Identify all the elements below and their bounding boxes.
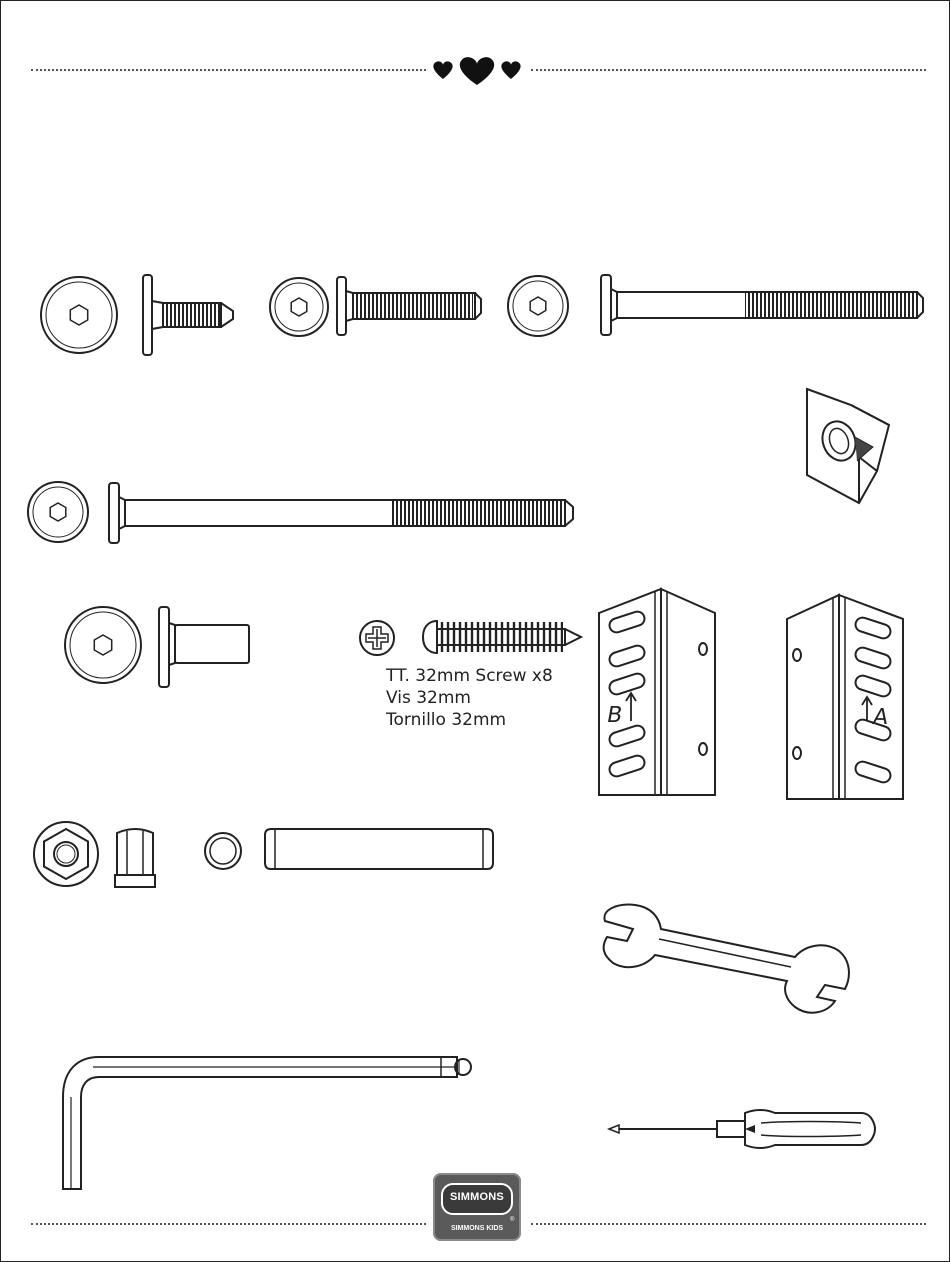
barrel-bolt-icon: [157, 605, 253, 689]
extra-long-bolt-icon: [107, 481, 581, 545]
hex-nut-side-view-icon: [113, 823, 157, 889]
simmons-logo-brand: SIMMONS: [450, 1191, 504, 1203]
footer-dotted-line-right: [531, 1223, 926, 1225]
bolt-head-top-view-icon: [507, 275, 569, 337]
screw-caption-spanish: Tornillo 32mm: [386, 710, 507, 730]
screwdriver-icon: [605, 1107, 877, 1151]
long-bolt-icon: [599, 273, 929, 337]
bolt-head-top-view-icon: [39, 275, 119, 355]
footer-dotted-line-left: [31, 1223, 426, 1225]
screw-caption-english: TT. 32mm Screw x8: [386, 666, 553, 686]
simmons-logo: [433, 1173, 521, 1241]
bolt-head-top-view-icon: [27, 481, 89, 543]
medium-bolt-icon: [335, 275, 485, 337]
hearts-icon: [431, 53, 523, 87]
hex-nut-top-view-icon: [33, 821, 99, 887]
bracket-a: [783, 593, 907, 807]
angle-bracket-b-icon: [595, 587, 719, 801]
barrel-bolt-head-top-view-icon: [63, 605, 143, 685]
screw-caption: [386, 665, 553, 731]
screw-caption-french: Vis 32mm: [386, 688, 471, 708]
angle-bracket-a-icon: [783, 593, 907, 807]
wood-screw-icon: [421, 617, 585, 657]
phillips-screw-head-icon: [358, 619, 396, 657]
washer-icon: [203, 831, 243, 871]
hex-key-icon: [53, 1051, 477, 1193]
header-dotted-line-right: [531, 69, 926, 71]
barrel-nut-icon: [803, 385, 893, 507]
wrench-icon: [599, 897, 853, 1021]
header-dotted-line-left: [31, 69, 426, 71]
bracket-b: [595, 587, 719, 801]
short-bolt-icon: [141, 273, 241, 357]
simmons-logo-subtitle: SIMMONS KIDS: [450, 1225, 504, 1232]
bolt-head-top-view-icon: [269, 277, 329, 337]
bracket-b-label: B: [604, 703, 625, 728]
simmons-logo-registered-mark: ®: [510, 1217, 515, 1223]
bracket-a-label: A: [870, 705, 891, 730]
dowel-pin-icon: [263, 827, 495, 871]
